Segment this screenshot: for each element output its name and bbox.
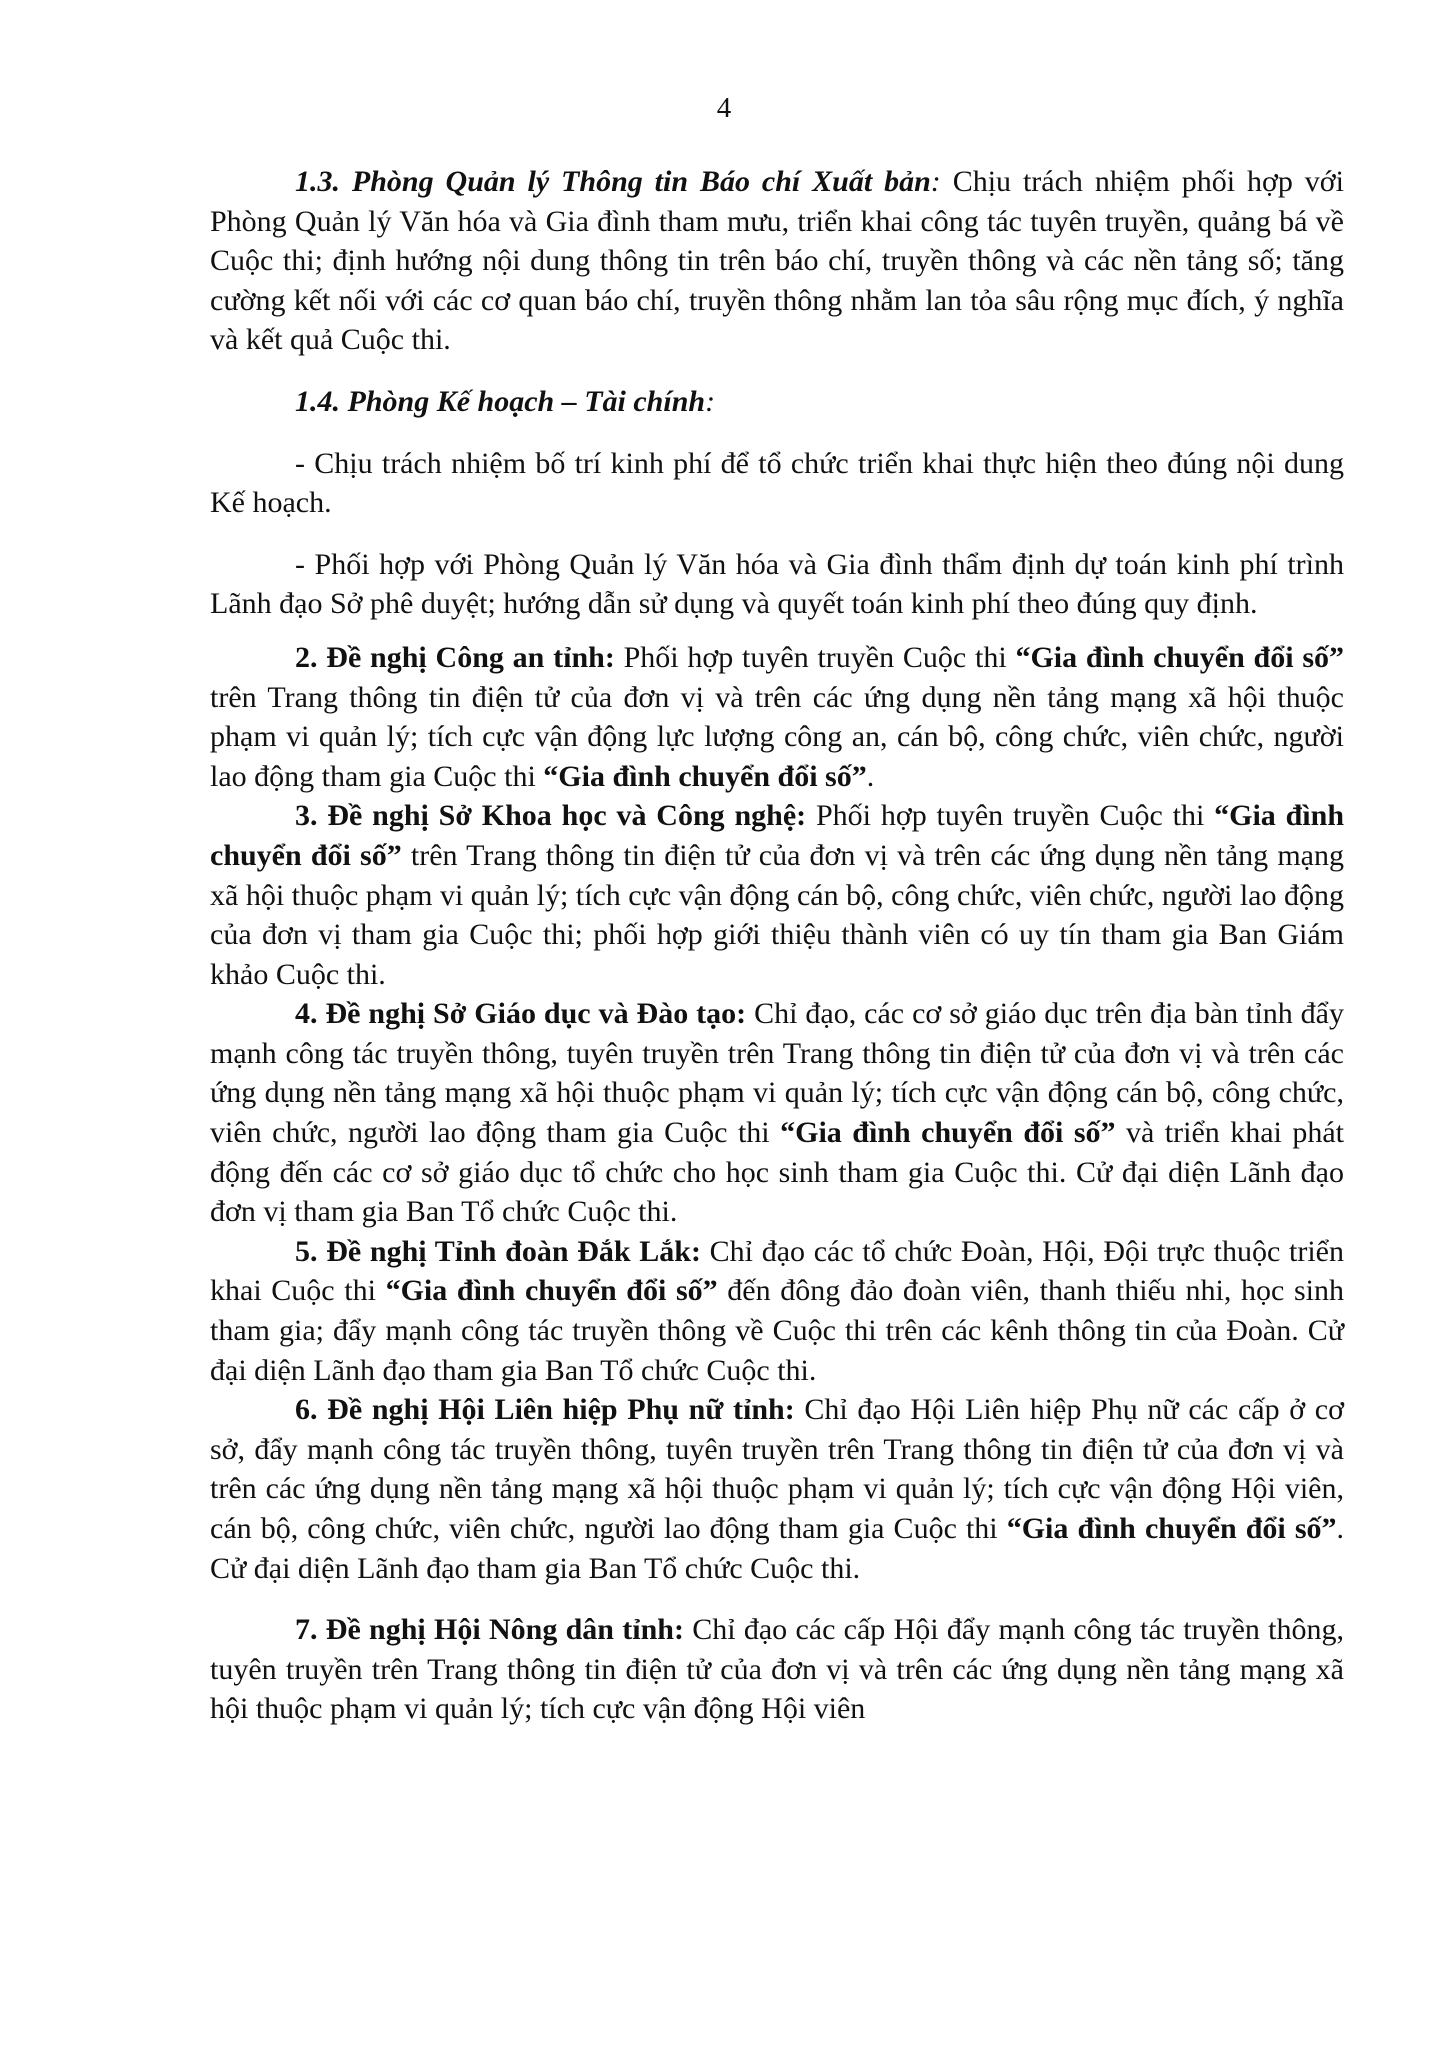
heading-1-4: 1.4. Phòng Kế hoạch – Tài chính <box>295 384 706 418</box>
paragraph-1-3 <box>210 162 1344 360</box>
heading-5: 5. Đề nghị Tỉnh đoàn Đắk Lắk: <box>295 1234 701 1268</box>
paragraph-6-text-1: Chỉ đạo Hội Liên hiệp Phụ nữ các cấp ở cơ sở, đẩy mạnh công tác truyền thông, tuyên truyền trên Trang thông tin điện tử của đơn vị và trên các ứng dụng nền tảng mạng xã hội thuộc phạm vi quản lý; tích cực vận động Hội viên, cán bộ, công chức, viên chức, người lao động tham gia Cuộc thi <box>210 1393 1344 1545</box>
paragraph-7-text-1: Chỉ đạo các cấp Hội đẩy mạnh công tác truyền thông, tuyên truyền trên Trang thông tin điện tử của đơn vị và trên các ứng dụng nền tảng mạng xã hội thuộc phạm vi quản lý; tích cực vận động Hội viên <box>210 1613 1344 1726</box>
heading-4: 4. Đề nghị Sở Giáo dục và Đào tạo: <box>295 997 747 1031</box>
paragraph-1-3-text: Chịu trách nhiệm phối hợp với Phòng Quản lý Văn hóa và Gia đình tham mưu, triển khai công tác tuyên truyền, quảng bá về Cuộc thi; định hướng nội dung thông tin trên báo chí, truyền thông và các nền tảng số; tăng cường kết nối với các cơ quan báo chí, truyền thông nhằm lan tỏa sâu rộng mục đích, ý nghĩa và kết quả Cuộc thi. <box>210 165 1344 357</box>
paragraph-5 <box>210 1232 1344 1390</box>
paragraph-6 <box>210 1390 1344 1588</box>
paragraph-2 <box>210 638 1344 796</box>
contest-name: “Gia đình chuyển đổi số” <box>1006 1512 1337 1545</box>
paragraph-5-text-1: Chỉ đạo các tổ chức Đoàn, Hội, Đội trực thuộc triển khai Cuộc thi <box>210 1234 1345 1308</box>
heading-1-3-colon: : <box>930 165 941 198</box>
paragraph-5-text-2: đến đông đảo đoàn viên, thanh thiếu nhi, học sinh tham gia; đẩy mạnh công tác truyền thông về Cuộc thi trên các kênh thông tin của Đoàn. Cử đại diện Lãnh đạo tham gia Ban Tổ chức Cuộc thi. <box>210 1274 1344 1387</box>
paragraph-3 <box>210 796 1344 994</box>
paragraph-4-text-2: và triển khai phát động đến các cơ sở giáo dục tổ chức cho học sinh tham gia Cuộc thi. Cử đại diện Lãnh đạo đơn vị tham gia Ban Tổ chức Cuộc thi. <box>210 1116 1345 1229</box>
contest-name: “Gia đình chuyển đổi số” <box>385 1274 718 1308</box>
contest-name: “Gia đình chuyển đổi số” <box>780 1116 1116 1150</box>
paragraph-1-4-b: - Phối hợp với Phòng Quản lý Văn hóa và Gia đình thẩm định dự toán kinh phí trình Lãnh đạo Sở phê duyệt; hướng dẫn sử dụng và quyết toán kinh phí theo đúng quy định. <box>210 547 1344 621</box>
heading-2: 2. Đề nghị Công an tỉnh: <box>295 640 615 674</box>
paragraph-7 <box>210 1610 1344 1729</box>
heading-3: 3. Đề nghị Sở Khoa học và Công nghệ: <box>295 799 807 833</box>
document-body <box>210 162 1344 1729</box>
contest-name: “Gia đình chuyển đổi số” <box>543 759 867 793</box>
heading-1-3: 1.3. Phòng Quản lý Thông tin Báo chí Xuất bản <box>295 165 931 198</box>
paragraph-1-4-a: - Chịu trách nhiệm bố trí kinh phí để tổ chức triển khai thực hiện theo đúng nội dung Kế hoạch. <box>210 446 1344 520</box>
page-number: 4 <box>716 92 732 124</box>
heading-1-4-colon: : <box>705 384 716 418</box>
paragraph-4-text-1: Chỉ đạo, các cơ sở giáo dục trên địa bàn tỉnh đẩy mạnh công tác truyền thông, tuyên truyền trên Trang thông tin điện tử của đơn vị và trên các ứng dụng nền tảng mạng xã hội thuộc phạm vi quản lý; tích cực vận động cán bộ, công chức, viên chức, người lao động tham gia Cuộc thi <box>210 997 1344 1150</box>
paragraph-2-text-3: . <box>866 759 875 793</box>
paragraph-4 <box>210 994 1344 1232</box>
paragraph-3-text-2: trên Trang thông tin điện tử của đơn vị và trên các ứng dụng nền tảng mạng xã hội thuộc phạm vi quản lý; tích cực vận động cán bộ, công chức, viên chức, người lao động của đơn vị tham gia Cuộc thi; phối hợp giới thiệu thành viên có uy tín tham gia Ban Giám khảo Cuộc thi. <box>210 838 1344 991</box>
paragraph-3-text-1: Phối hợp tuyên truyền Cuộc thi <box>806 799 1215 833</box>
contest-name: “Gia đình chuyển đổi số” <box>1015 640 1345 674</box>
heading-7: 7. Đề nghị Hội Nông dân tỉnh: <box>295 1613 684 1647</box>
paragraph-2-text-1: Phối hợp tuyên truyền Cuộc thi <box>614 640 1016 674</box>
paragraph-2-text-2: trên Trang thông tin điện tử của đơn vị và trên các ứng dụng nền tảng mạng xã hội thuộc phạm vi quản lý; tích cực vận động lực lượng công an, cán bộ, công chức, viên chức, người lao động tham gia Cuộc thi <box>210 680 1344 793</box>
paragraph-1-4 <box>210 382 1344 422</box>
paragraph-6-text-2: . Cử đại diện Lãnh đạo tham gia Ban Tổ chức Cuộc thi. <box>210 1512 1344 1585</box>
heading-6: 6. Đề nghị Hội Liên hiệp Phụ nữ tỉnh: <box>295 1393 795 1427</box>
contest-name: “Gia đình chuyển đổi số” <box>210 799 1345 872</box>
